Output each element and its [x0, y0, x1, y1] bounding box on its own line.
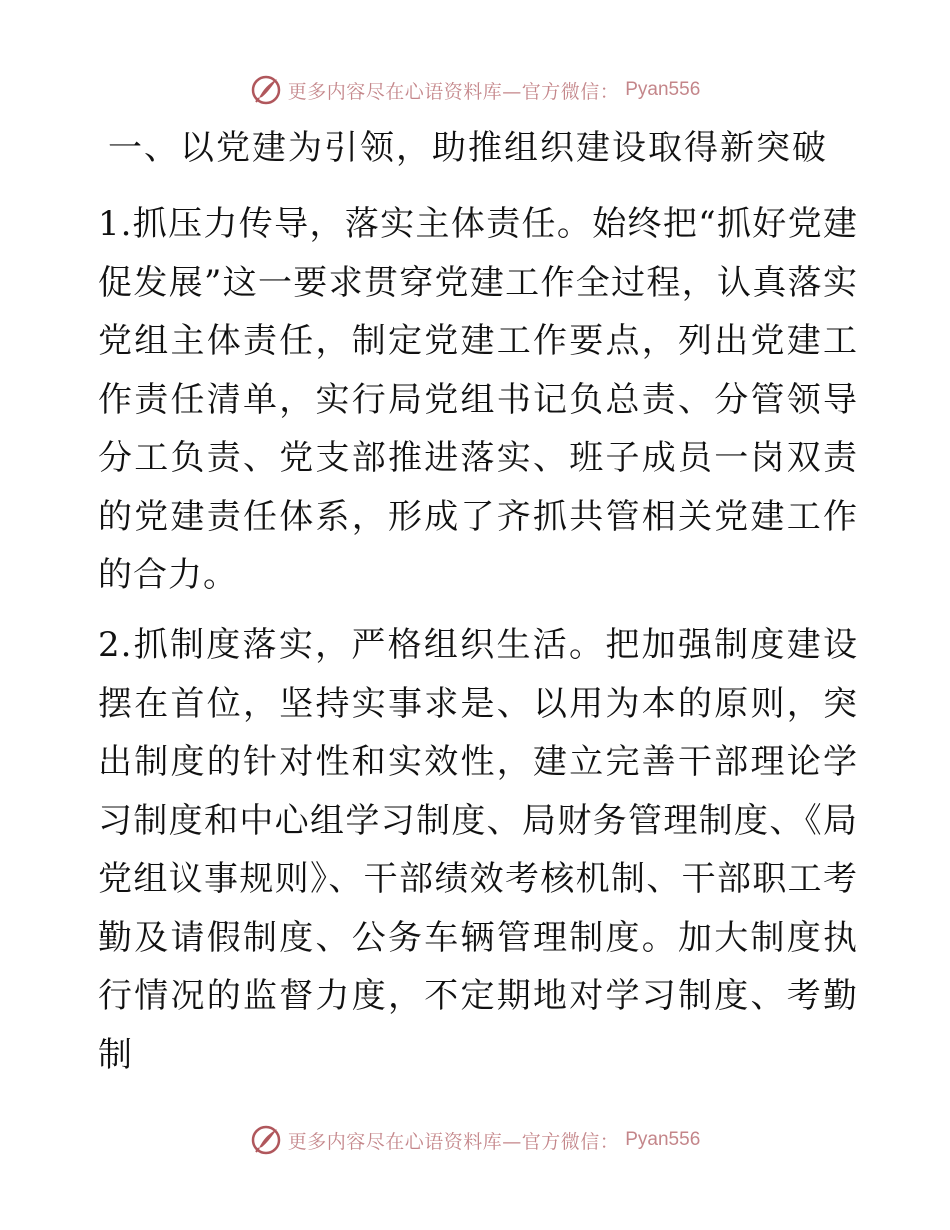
quill-logo-icon	[250, 1124, 282, 1156]
paragraph-2: 2.抓制度落实，严格组织生活。把加强制度建设摆在首位，坚持实事求是、以用为本的原则，突出制度的针对性和实效性，建立完善干部理论学习制度和中心组学习制度、局财务管理制度、《局党组议事规则》、干部绩效考核机制、干部职工考勤及请假制度、公务车辆管理制度。加大制度执行情况的监督力度，不定期地对学习制度、考勤制	[98, 625, 858, 1075]
section-heading: 一、以党建为引领，助推组织建设取得新突破	[108, 128, 828, 168]
watermark-text: 更多内容尽在心语资料库—官方微信：	[287, 1130, 620, 1153]
watermark-text: 更多内容尽在心语资料库—官方微信：	[287, 80, 620, 103]
watermark-wechat-id: Pyan556	[625, 79, 701, 100]
watermark-header	[0, 70, 950, 110]
quill-logo-icon	[250, 74, 282, 106]
watermark-wechat-id: Pyan556	[625, 1129, 701, 1150]
watermark-footer	[0, 1120, 950, 1160]
paragraph-1: 1.抓压力传导，落实主体责任。始终把“抓好党建促发展”这一要求贯穿党建工作全过程，认真落实党组主体责任，制定党建工作要点，列出党建工作责任清单，实行局党组书记负总责、分管领导分工负责、党支部推进落实、班子成员一岗双责的党建责任体系，形成了齐抓共管相关党建工作的合力。	[98, 204, 858, 595]
